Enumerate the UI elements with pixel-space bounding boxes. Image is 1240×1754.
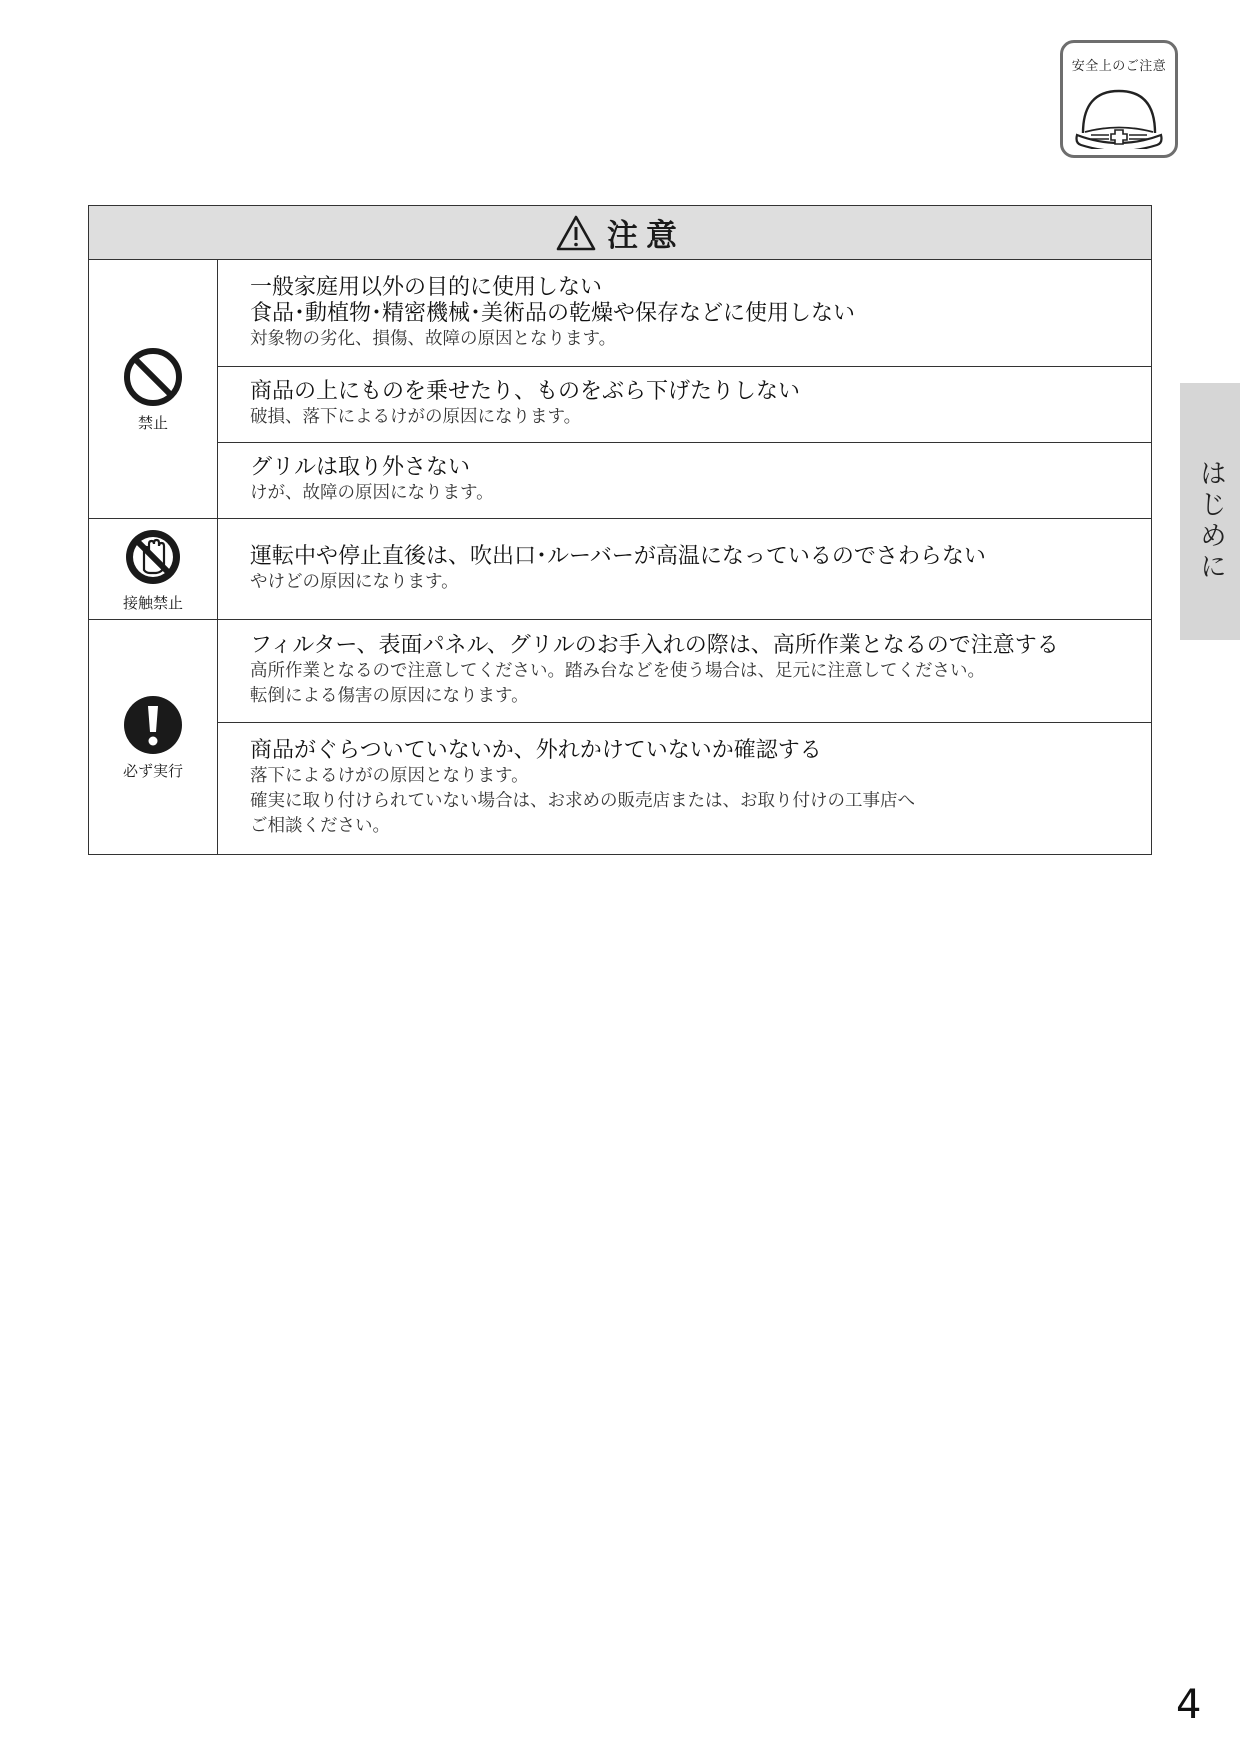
section-tab-label: はじめに [1195, 459, 1226, 583]
caution-table [88, 205, 1152, 855]
symbol-cell [89, 620, 218, 854]
prohibition-icon [122, 346, 184, 408]
item-headline: 商品がぐらついていないか、外れかけていないか確認する [250, 738, 822, 763]
mandatory-action-icon [122, 694, 184, 756]
item-detail: やけどの原因になります。 [250, 571, 459, 592]
symbol-label: 接触禁止 [122, 593, 183, 612]
item-detail: けが、故障の原因になります。 [250, 483, 494, 503]
caution-header [89, 206, 1151, 260]
item-headline: 一般家庭用以外の目的に使用しない [250, 274, 603, 300]
badge-label: 安全上のご注意 [1071, 59, 1167, 74]
caution-item [218, 443, 1151, 518]
symbol-label: 必ず実行 [122, 761, 183, 780]
no-touch-icon [122, 526, 184, 588]
item-headline: 運転中や停止直後は、吹出口･ルーバーが高温になっているのでさわらない [250, 543, 986, 569]
caution-title: 注意 [607, 218, 685, 254]
caution-group-mandatory [89, 620, 1151, 854]
item-detail: 高所作業となるので注意してください。踏み台などを使う場合は、足元に注意してください。 [250, 661, 985, 681]
helmet-icon [1071, 83, 1167, 149]
symbol-label: 禁止 [137, 413, 168, 432]
item-headline: フィルター、表面パネル、グリルのお手入れの際は、高所作業となるので注意する [250, 633, 1059, 658]
caution-item [218, 620, 1151, 723]
symbol-cell [89, 260, 218, 518]
caution-group-prohibited [89, 260, 1151, 519]
caution-group-no-touch [89, 519, 1151, 620]
section-tab[interactable] [1180, 383, 1240, 640]
item-detail: 転倒による傷害の原因になります。 [250, 686, 529, 706]
caution-item [218, 367, 1151, 443]
warning-triangle-icon [555, 214, 597, 252]
caution-item [218, 260, 1151, 367]
item-headline: グリルは取り外さない [250, 455, 471, 480]
item-detail: 落下によるけがの原因となります。 [250, 766, 529, 786]
item-headline: 商品の上にものを乗せたり、ものをぶら下げたりしない [250, 379, 801, 404]
item-detail: ご相談ください。 [250, 816, 390, 836]
item-detail: 破損、落下によるけがの原因になります。 [250, 407, 582, 427]
item-headline: 食品･動植物･精密機械･美術品の乾燥や保存などに使用しない [250, 300, 856, 326]
safety-badge [1060, 40, 1178, 158]
page-number: 4 [1176, 1682, 1202, 1728]
caution-item [218, 723, 1151, 854]
item-detail: 確実に取り付けられていない場合は、お求めの販売店または、お取り付けの工事店へ [250, 791, 915, 811]
symbol-cell [89, 519, 218, 619]
caution-item [218, 519, 1151, 619]
item-detail: 対象物の劣化、損傷、故障の原因となります。 [250, 328, 617, 349]
